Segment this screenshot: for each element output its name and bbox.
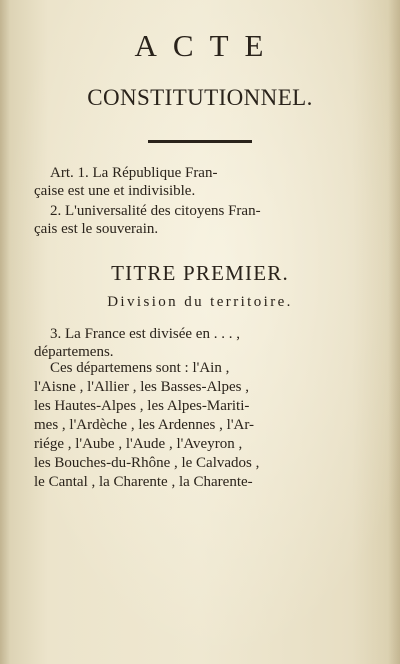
title-divider-rule <box>148 140 252 143</box>
departments-line: l'Aisne , l'Allier , les Basses-Alpes , <box>34 379 249 395</box>
article-3-line-1: 3. La France est divisée en . . . , <box>50 326 240 342</box>
departments-line: riége , l'Aube , l'Aude , l'Aveyron , <box>34 436 243 452</box>
departments-line: les Hautes-Alpes , les Alpes-Mariti- <box>34 398 250 414</box>
title-constitutionnel: CONSTITUTIONNEL. <box>87 85 313 110</box>
section-title: TITRE PREMIER. <box>111 261 289 285</box>
section-subtitle: Division du territoire. <box>107 294 293 310</box>
article-1-line-2: çaise est une et indivisible. <box>34 183 196 199</box>
article-1 <box>34 164 372 200</box>
departments-line: le Cantal , la Charente , la Charente- <box>34 474 253 490</box>
departments-paragraph <box>34 359 372 492</box>
article-2-line-1: 2. L'universalité des citoyens Fran- <box>50 203 261 219</box>
article-1-line-1: Art. 1. La République Fran- <box>50 165 218 181</box>
article-2-line-2: çais est le souverain. <box>34 221 159 237</box>
article-3 <box>34 325 372 361</box>
article-2 <box>34 202 372 238</box>
title-acte: ACTE <box>134 28 280 63</box>
departments-line: les Bouches-du-Rhône , le Calvados , <box>34 455 260 471</box>
departments-line: Ces départemens sont : l'Ain , <box>50 360 230 376</box>
article-3-line-2: départemens. <box>34 344 114 360</box>
departments-line: mes , l'Ardèche , les Ardennes , l'Ar- <box>34 417 255 433</box>
